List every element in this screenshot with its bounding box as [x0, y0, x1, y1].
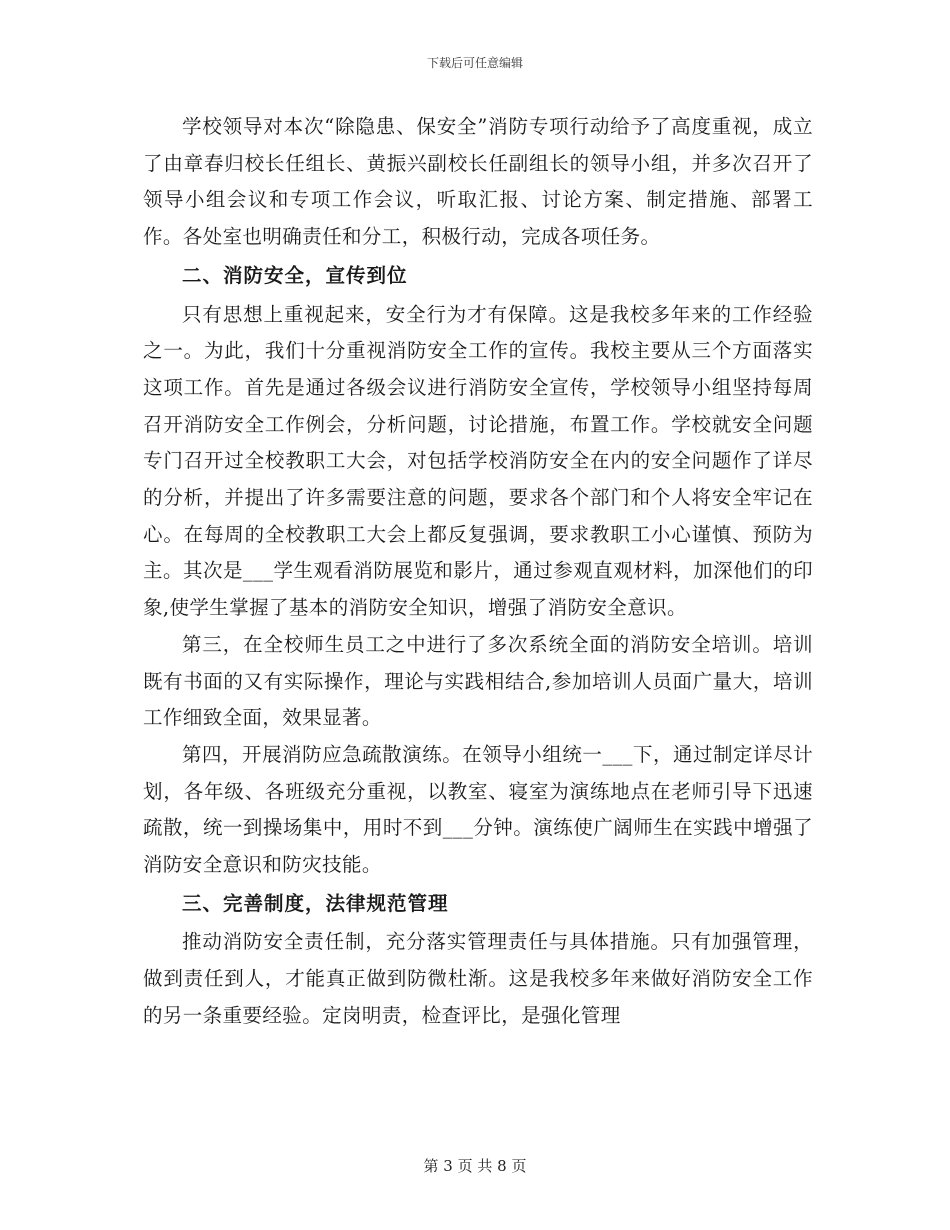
page-footer: 第 3 页 共 8 页 — [423, 1157, 527, 1175]
paragraph-responsibility: 推动消防安全责任制，充分落实管理责任与具体措施。只有加强管理，做到责任到人，才能真正做到防微杜渐。这是我校多年来做好消防安全工作的另一条重要经验。定岗明责，检查评比，是强化管理 — [143, 930, 813, 1027]
document-body — [143, 109, 813, 1035]
paragraph-evacuation-drill: 第四，开展消防应急疏散演练。在领导小组统一___下，通过制定详尽计划，各年级、各班级充分重视，以教室、寝室为演练地点在老师引导下迅速疏散，统一到操场集中，用时不到___分钟。演练使广阔师生在实践中增强了消防安全意识和防灾技能。 — [143, 742, 813, 877]
paragraph-leadership: 学校领导对本次“除隐患、保安全”消防专项行动给予了高度重视，成立了由章春归校长任组长、黄振兴副校长任副组长的领导小组，并多次召开了领导小组会议和专项工作会议，听取汇报、讨论方案、制定措施、部署工作。各处室也明确责任和分工，积极行动，完成各项任务。 — [143, 115, 813, 249]
section-heading-system: 三、完善制度，法律规范管理 — [182, 891, 449, 915]
page-header: 下载后可任意编辑 — [426, 56, 523, 70]
paragraph-publicity: 只有思想上重视起来，安全行为才有保障。这是我校多年来的工作经验之一。为此，我们十分重视消防安全工作的宣传。我校主要从三个方面落实这项工作。首先是通过各级会议进行消防安全宣传，学校领导小组坚持每周召开消防安全工作例会，分析问题，讨论措施，布置工作。学校就安全问题专门召开过全校教职工大会，对包括学校消防安全在内的安全问题作了详尽的分析，并提出了许多需要注意的问题，要求各个部门和个人将安全牢记在心。在每周的全校教职工大会上都反复强调，要求教职工小心谨慎、预防为主。其次是___学生观看消防展览和影片，通过参观直观材料，加深他们的印象,使学生掌握了基本的消防安全知识，增强了消防安全意识。 — [143, 302, 813, 620]
section-heading-publicity: 二、消防安全，宣传到位 — [182, 263, 408, 287]
paragraph-training: 第三，在全校师生员工之中进行了多次系统全面的消防安全培训。培训既有书面的又有实际操作，理论与实践相结合,参加培训人员面广量大，培训工作细致全面，效果显著。 — [143, 632, 813, 730]
